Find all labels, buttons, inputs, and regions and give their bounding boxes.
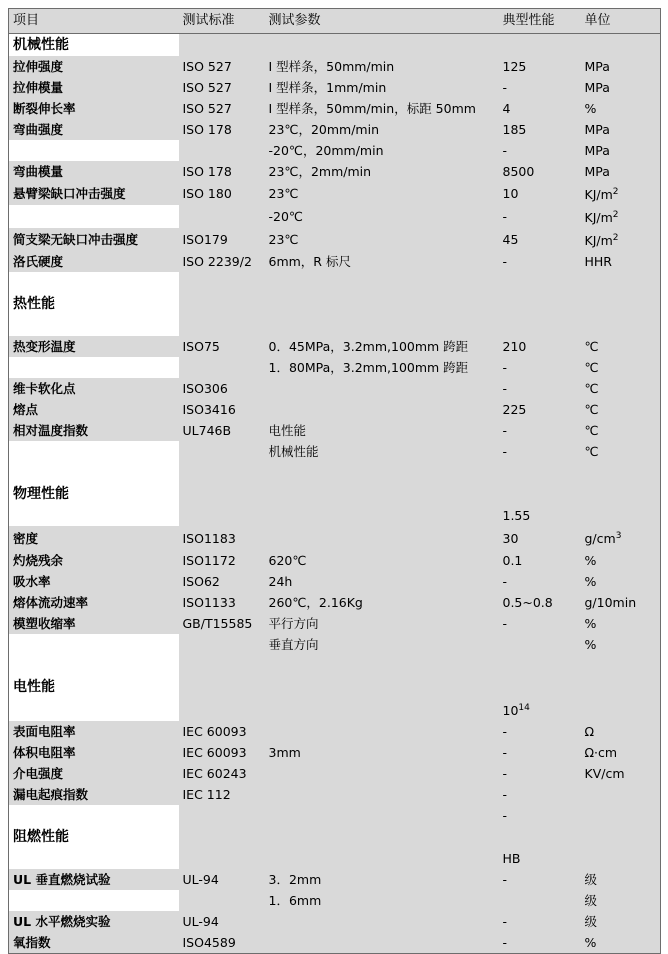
row-standard — [179, 34, 265, 57]
row-unit — [581, 655, 661, 676]
table-row — [9, 571, 661, 592]
row-parameter — [265, 784, 499, 805]
row-typical: 210 — [499, 336, 581, 357]
table-header-row — [9, 9, 661, 34]
row-unit: ℃ — [581, 336, 661, 357]
row-standard: UL-94 — [179, 869, 265, 890]
row-parameter: 24h — [265, 571, 499, 592]
table-row — [9, 119, 661, 140]
row-typical: - — [499, 251, 581, 272]
row-typical: - — [499, 869, 581, 890]
table-row — [9, 869, 661, 890]
table-row — [9, 634, 661, 655]
row-empty-label — [9, 462, 179, 483]
row-empty-label — [9, 505, 179, 526]
row-parameter: 620℃ — [265, 550, 499, 571]
row-typical: 185 — [499, 119, 581, 140]
row-parameter — [265, 526, 499, 549]
row-typical: 4 — [499, 98, 581, 119]
row-standard — [179, 293, 265, 315]
row-unit — [581, 505, 661, 526]
row-parameter — [265, 399, 499, 420]
row-item-label: 模塑收缩率 — [9, 613, 179, 634]
column-header-item: 项目 — [9, 9, 179, 34]
row-parameter: 6mm，R 标尺 — [265, 251, 499, 272]
row-item-label: 拉伸模量 — [9, 77, 179, 98]
row-typical — [499, 634, 581, 655]
row-unit: HHR — [581, 251, 661, 272]
row-parameter: 260℃，2.16Kg — [265, 592, 499, 613]
row-unit: $g/cm^3$ — [581, 526, 661, 549]
row-standard: ISO1183 — [179, 526, 265, 549]
row-unit: $KJ/m^2$ — [581, 228, 661, 251]
row-typical — [499, 655, 581, 676]
row-group-label: 阻燃性能 — [9, 826, 179, 848]
table-row — [9, 721, 661, 742]
row-typical: - — [499, 932, 581, 954]
row-standard: ISO 178 — [179, 119, 265, 140]
column-header-parameters: 测试参数 — [265, 9, 499, 34]
table-row — [9, 805, 661, 826]
row-parameter — [265, 805, 499, 826]
row-standard: IEC 60093 — [179, 721, 265, 742]
row-standard: UL746B — [179, 420, 265, 441]
table-row — [9, 378, 661, 399]
row-typical: - — [499, 420, 581, 441]
table-row — [9, 228, 661, 251]
row-standard: ISO 527 — [179, 77, 265, 98]
row-parameter: I 型样条，1mm/min — [265, 77, 499, 98]
row-unit: MPa — [581, 140, 661, 161]
table-row — [9, 505, 661, 526]
row-typical: - — [499, 742, 581, 763]
row-group-label: 机械性能 — [9, 34, 179, 57]
row-typical: - — [499, 205, 581, 228]
row-unit: % — [581, 550, 661, 571]
row-standard — [179, 805, 265, 826]
table-row — [9, 911, 661, 932]
row-typical: - — [499, 805, 581, 826]
row-standard — [179, 848, 265, 869]
table-row — [9, 336, 661, 357]
row-standard — [179, 505, 265, 526]
row-standard — [179, 205, 265, 228]
row-unit — [581, 272, 661, 293]
row-unit: % — [581, 98, 661, 119]
row-parameter: 3mm — [265, 742, 499, 763]
row-standard: IEC 60093 — [179, 742, 265, 763]
row-standard — [179, 634, 265, 655]
row-standard — [179, 315, 265, 336]
row-typical: - — [499, 357, 581, 378]
row-item-label: 氧指数 — [9, 932, 179, 954]
row-standard: ISO 527 — [179, 98, 265, 119]
row-parameter: I 型样条，50mm/min，标距 50mm — [265, 98, 499, 119]
row-parameter: 23℃ — [265, 182, 499, 205]
row-unit: ℃ — [581, 399, 661, 420]
row-item-label: 密度 — [9, 526, 179, 549]
row-unit — [581, 698, 661, 721]
row-typical: HB — [499, 848, 581, 869]
row-standard: ISO 178 — [179, 161, 265, 182]
row-empty-label — [9, 272, 179, 293]
row-item-label: 漏电起痕指数 — [9, 784, 179, 805]
row-standard: ISO1172 — [179, 550, 265, 571]
row-typical: 0.1 — [499, 550, 581, 571]
row-typical: 0.5~0.8 — [499, 592, 581, 613]
row-parameter — [265, 848, 499, 869]
row-standard: ISO179 — [179, 228, 265, 251]
row-item-label: 悬臂梁缺口冲击强度 — [9, 182, 179, 205]
row-parameter — [265, 483, 499, 505]
row-standard — [179, 357, 265, 378]
row-unit: g/10min — [581, 592, 661, 613]
row-typical: $10^{14}$ — [499, 698, 581, 721]
row-unit: ℃ — [581, 378, 661, 399]
row-parameter — [265, 378, 499, 399]
row-typical: - — [499, 721, 581, 742]
table-row — [9, 698, 661, 721]
row-unit — [581, 826, 661, 848]
table-row — [9, 441, 661, 462]
row-group-label: 电性能 — [9, 676, 179, 698]
table-row — [9, 293, 661, 315]
row-unit: ℃ — [581, 441, 661, 462]
row-standard — [179, 655, 265, 676]
row-empty-label — [9, 205, 179, 228]
row-typical: - — [499, 911, 581, 932]
row-empty-label — [9, 315, 179, 336]
row-unit: 级 — [581, 890, 661, 911]
row-item-label: 弯曲模量 — [9, 161, 179, 182]
row-unit: 级 — [581, 869, 661, 890]
row-parameter — [265, 763, 499, 784]
row-standard — [179, 272, 265, 293]
row-item-label: 断裂伸长率 — [9, 98, 179, 119]
row-standard — [179, 676, 265, 698]
row-unit — [581, 293, 661, 315]
row-item-label: 简支梁无缺口冲击强度 — [9, 228, 179, 251]
row-unit — [581, 462, 661, 483]
row-unit: MPa — [581, 77, 661, 98]
row-parameter — [265, 462, 499, 483]
row-parameter: 23℃，20mm/min — [265, 119, 499, 140]
row-standard — [179, 483, 265, 505]
row-unit — [581, 34, 661, 57]
row-typical — [499, 462, 581, 483]
table-row — [9, 56, 661, 77]
row-typical: - — [499, 571, 581, 592]
row-typical — [499, 315, 581, 336]
table-row — [9, 655, 661, 676]
table-row — [9, 763, 661, 784]
row-empty-label — [9, 655, 179, 676]
row-empty-label — [9, 698, 179, 721]
row-parameter: I 型样条，50mm/min — [265, 56, 499, 77]
row-empty-label — [9, 848, 179, 869]
row-typical: - — [499, 784, 581, 805]
table-row — [9, 676, 661, 698]
row-parameter — [265, 272, 499, 293]
row-standard: ISO 180 — [179, 182, 265, 205]
row-unit: MPa — [581, 119, 661, 140]
table-row — [9, 462, 661, 483]
row-typical — [499, 272, 581, 293]
row-standard — [179, 140, 265, 161]
row-standard: ISO62 — [179, 571, 265, 592]
row-parameter: 1．80MPa，3.2mm,100mm 跨距 — [265, 357, 499, 378]
row-typical — [499, 483, 581, 505]
row-parameter: 3．2mm — [265, 869, 499, 890]
row-standard: ISO306 — [179, 378, 265, 399]
row-unit: KV/cm — [581, 763, 661, 784]
row-typical — [499, 890, 581, 911]
row-item-label: 体积电阻率 — [9, 742, 179, 763]
row-empty-label — [9, 140, 179, 161]
row-standard: GB/T15585 — [179, 613, 265, 634]
row-unit — [581, 848, 661, 869]
row-item-label: 弯曲强度 — [9, 119, 179, 140]
row-standard — [179, 441, 265, 462]
row-unit — [581, 784, 661, 805]
row-typical: - — [499, 763, 581, 784]
row-typical: - — [499, 77, 581, 98]
row-standard: ISO 527 — [179, 56, 265, 77]
table-row — [9, 550, 661, 571]
table-row — [9, 420, 661, 441]
row-empty-label — [9, 441, 179, 462]
row-unit — [581, 805, 661, 826]
row-item-label: 热变形温度 — [9, 336, 179, 357]
row-empty-label — [9, 357, 179, 378]
row-empty-label — [9, 890, 179, 911]
table-row — [9, 742, 661, 763]
row-unit: $KJ/m^2$ — [581, 182, 661, 205]
row-parameter: 平行方向 — [265, 613, 499, 634]
row-parameter: 1．6mm — [265, 890, 499, 911]
column-header-unit: 单位 — [581, 9, 661, 34]
column-header-standard: 测试标准 — [179, 9, 265, 34]
row-unit: $KJ/m^2$ — [581, 205, 661, 228]
table-row — [9, 592, 661, 613]
table-row — [9, 399, 661, 420]
row-typical: - — [499, 613, 581, 634]
table-row — [9, 890, 661, 911]
row-typical: 30 — [499, 526, 581, 549]
table-row — [9, 826, 661, 848]
row-parameter: 垂直方向 — [265, 634, 499, 655]
row-typical: 225 — [499, 399, 581, 420]
table-row — [9, 98, 661, 119]
row-parameter: 机械性能 — [265, 441, 499, 462]
row-unit: 级 — [581, 911, 661, 932]
table-body — [9, 9, 661, 954]
row-group-label: 物理性能 — [9, 483, 179, 505]
row-standard: ISO3416 — [179, 399, 265, 420]
row-group-label: 热性能 — [9, 293, 179, 315]
row-standard: UL-94 — [179, 911, 265, 932]
row-unit — [581, 483, 661, 505]
row-unit: % — [581, 932, 661, 954]
row-unit: % — [581, 634, 661, 655]
row-standard — [179, 462, 265, 483]
row-unit: Ω·cm — [581, 742, 661, 763]
row-item-label: UL 水平燃烧实验 — [9, 911, 179, 932]
table-row — [9, 315, 661, 336]
row-parameter — [265, 655, 499, 676]
row-parameter — [265, 34, 499, 57]
row-unit: MPa — [581, 56, 661, 77]
row-parameter: 0．45MPa，3.2mm,100mm 跨距 — [265, 336, 499, 357]
row-unit — [581, 676, 661, 698]
row-item-label: 拉伸强度 — [9, 56, 179, 77]
row-unit: ℃ — [581, 357, 661, 378]
row-empty-label — [9, 634, 179, 655]
row-typical: 10 — [499, 182, 581, 205]
row-parameter — [265, 293, 499, 315]
row-item-label: 熔点 — [9, 399, 179, 420]
row-parameter — [265, 911, 499, 932]
row-unit: ℃ — [581, 420, 661, 441]
row-unit: % — [581, 613, 661, 634]
row-item-label: 灼烧残余 — [9, 550, 179, 571]
row-standard: IEC 60243 — [179, 763, 265, 784]
row-parameter — [265, 721, 499, 742]
specification-table — [8, 8, 661, 954]
row-parameter: 电性能 — [265, 420, 499, 441]
row-standard: ISO 2239/2 — [179, 251, 265, 272]
row-standard — [179, 698, 265, 721]
row-typical: 45 — [499, 228, 581, 251]
row-parameter — [265, 505, 499, 526]
row-parameter: -20℃，20mm/min — [265, 140, 499, 161]
row-item-label: 表面电阻率 — [9, 721, 179, 742]
row-item-label: 吸水率 — [9, 571, 179, 592]
table-row — [9, 205, 661, 228]
row-unit — [581, 315, 661, 336]
row-parameter — [265, 698, 499, 721]
row-standard — [179, 890, 265, 911]
row-item-label: 相对温度指数 — [9, 420, 179, 441]
table-row — [9, 526, 661, 549]
row-item-label: 维卡软化点 — [9, 378, 179, 399]
row-typical: - — [499, 140, 581, 161]
table-row — [9, 613, 661, 634]
column-header-typical: 典型性能 — [499, 9, 581, 34]
row-unit: % — [581, 571, 661, 592]
row-unit: Ω — [581, 721, 661, 742]
row-typical — [499, 826, 581, 848]
table-row — [9, 34, 661, 57]
row-item-label: 洛氏硬度 — [9, 251, 179, 272]
table-row — [9, 932, 661, 954]
table-row — [9, 161, 661, 182]
row-parameter — [265, 826, 499, 848]
row-item-label: 熔体流动速率 — [9, 592, 179, 613]
row-typical: - — [499, 378, 581, 399]
row-parameter — [265, 676, 499, 698]
row-parameter — [265, 932, 499, 954]
table-row — [9, 784, 661, 805]
row-standard: ISO1133 — [179, 592, 265, 613]
row-typical — [499, 293, 581, 315]
row-typical — [499, 676, 581, 698]
row-empty-label — [9, 805, 179, 826]
row-parameter — [265, 315, 499, 336]
table-row — [9, 848, 661, 869]
row-typical: 8500 — [499, 161, 581, 182]
row-item-label: 介电强度 — [9, 763, 179, 784]
row-parameter: 23℃，2mm/min — [265, 161, 499, 182]
row-typical — [499, 34, 581, 57]
row-typical: 125 — [499, 56, 581, 77]
row-standard: ISO75 — [179, 336, 265, 357]
table-row — [9, 272, 661, 293]
table-row — [9, 483, 661, 505]
row-typical: 1.55 — [499, 505, 581, 526]
row-standard: ISO4589 — [179, 932, 265, 954]
table-row — [9, 182, 661, 205]
table-row — [9, 251, 661, 272]
row-standard: IEC 112 — [179, 784, 265, 805]
row-unit: MPa — [581, 161, 661, 182]
row-parameter: 23℃ — [265, 228, 499, 251]
table-row — [9, 140, 661, 161]
table-row — [9, 357, 661, 378]
table-row — [9, 77, 661, 98]
row-parameter: -20℃ — [265, 205, 499, 228]
row-item-label: UL 垂直燃烧试验 — [9, 869, 179, 890]
row-standard — [179, 826, 265, 848]
row-typical: - — [499, 441, 581, 462]
